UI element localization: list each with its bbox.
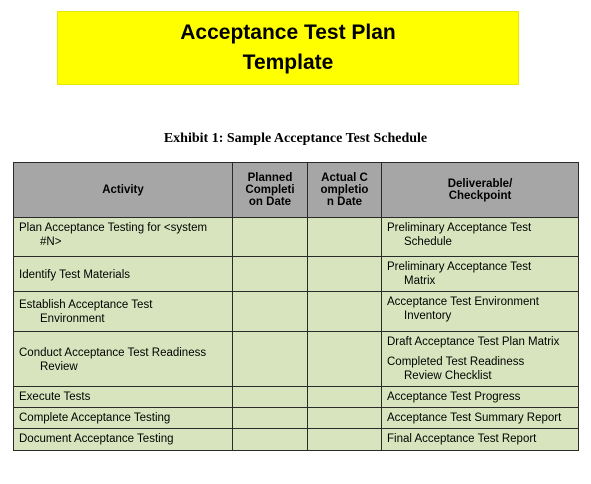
exhibit-caption: Exhibit 1: Sample Acceptance Test Schedule [163, 131, 428, 146]
actual-date-cell [308, 257, 382, 292]
actual-date-cell [308, 429, 382, 451]
planned-date-cell [233, 429, 308, 451]
header-deliverable-checkpoint: Deliverable/ Checkpoint [382, 163, 579, 218]
title-banner [57, 11, 519, 85]
activity-cell: Conduct Acceptance Test Readiness Review [14, 332, 233, 387]
actual-date-cell [308, 292, 382, 332]
schedule-table [13, 162, 579, 451]
title-line-2: Template [242, 51, 334, 74]
planned-date-cell [233, 218, 308, 257]
title-line-1: Acceptance Test Plan [180, 21, 396, 44]
planned-date-cell [233, 387, 308, 408]
table-row [14, 332, 579, 387]
activity-cell: Execute Tests [14, 387, 233, 408]
actual-date-cell [308, 408, 382, 429]
table-row [14, 218, 579, 257]
table-row [14, 257, 579, 292]
actual-date-cell [308, 218, 382, 257]
header-activity: Activity [14, 163, 233, 218]
table-row [14, 292, 579, 332]
deliverable-cell: Acceptance Test Progress [382, 387, 579, 408]
deliverable-cell: Draft Acceptance Test Plan Matrix Completed Test Readiness Review Checklist [382, 332, 579, 387]
header-planned-completion-date: Planned Completion Date [233, 163, 308, 218]
activity-cell: Document Acceptance Testing [14, 429, 233, 451]
activity-cell: Complete Acceptance Testing [14, 408, 233, 429]
deliverable-cell: Preliminary Acceptance Test Schedule [382, 218, 579, 257]
planned-date-cell [233, 332, 308, 387]
planned-date-cell [233, 408, 308, 429]
planned-date-cell [233, 292, 308, 332]
table-row [14, 387, 579, 408]
table-header-row [14, 163, 579, 218]
actual-date-cell [308, 387, 382, 408]
deliverable-cell: Acceptance Test Environment Inventory [382, 292, 579, 332]
table-row [14, 429, 579, 451]
actual-date-cell [308, 332, 382, 387]
activity-cell: Plan Acceptance Testing for <system #N> [14, 218, 233, 257]
table-row [14, 408, 579, 429]
activity-cell: Establish Acceptance Test Environment [14, 292, 233, 332]
deliverable-cell: Acceptance Test Summary Report [382, 408, 579, 429]
header-actual-completion-date: Actual Completion Date [308, 163, 382, 218]
activity-cell: Identify Test Materials [14, 257, 233, 292]
deliverable-cell: Preliminary Acceptance Test Matrix [382, 257, 579, 292]
deliverable-cell: Final Acceptance Test Report [382, 429, 579, 451]
planned-date-cell [233, 257, 308, 292]
